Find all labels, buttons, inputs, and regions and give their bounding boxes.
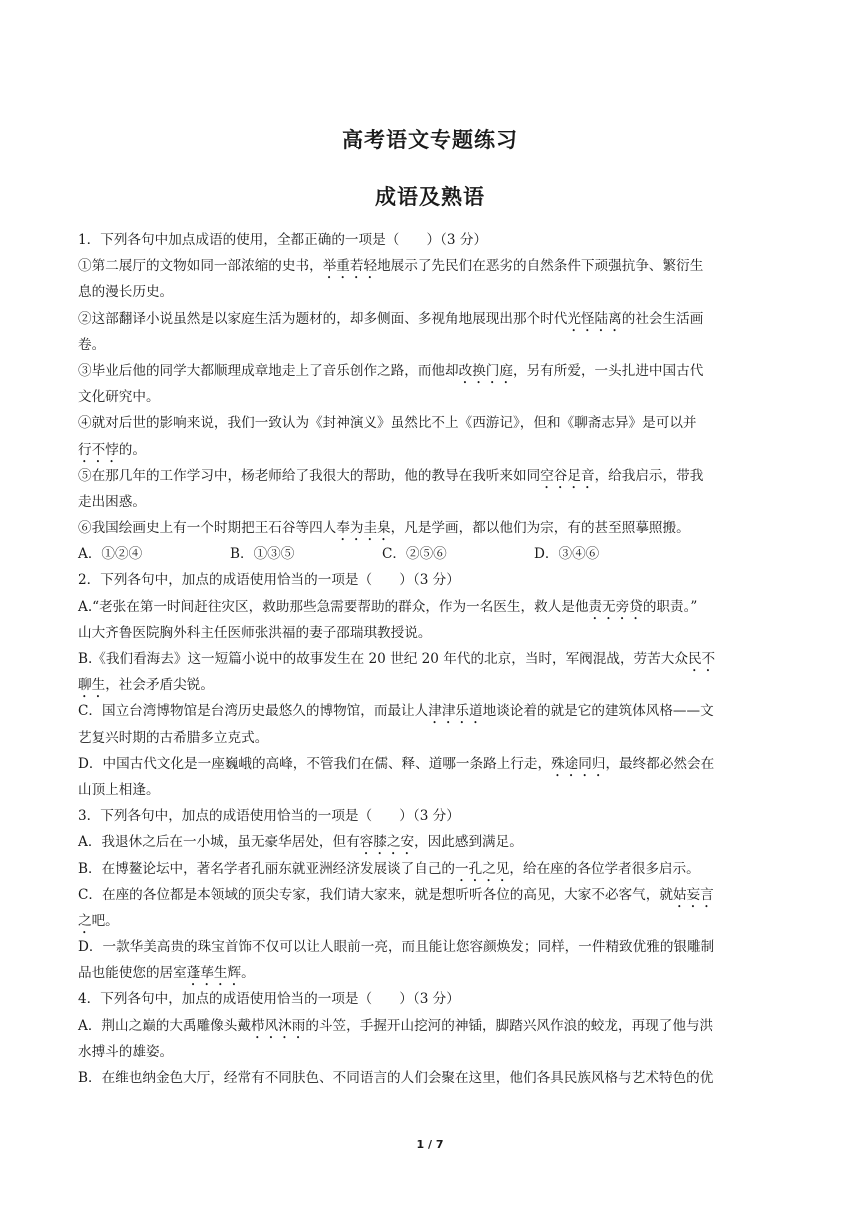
text: ①第二展厅的文物如同一部浓缩的史书， [78,258,323,275]
dotted-idiom: 津津乐道 [428,703,483,720]
text: 品也能使您的居室 [78,965,187,982]
question-3-stem: 3．下列各句中，加点的成语使用恰当的一项是（ ）（3 分） [78,808,460,825]
text: ，另有所爱，一头扎进中国古代 [513,362,704,379]
dotted-idiom: 容膝之安 [359,834,415,851]
option-a: A．①②④ [78,546,143,563]
question-3-option-d: D．一款华美高贵的珠宝首饰不仅可以让人眼前一亮，而且能让您容颜焕发；同样，一件精致优雅的银雕制 [78,939,715,956]
text: ，给我启示，带我 [594,467,704,484]
text: ③毕业后他的同学大都顺理成章地走上了音乐创作之路，而他却 [78,362,459,379]
question-2-option-d [78,751,784,777]
question-1-stem: 1．下列各句中加点成语的使用，全都正确的一项是（ ）（3 分） [78,232,488,248]
question-1-sentence-1-cont: 息的漫长历史。 [78,284,174,301]
text: 的斗笠，手握开山挖河的神锸，脚踏兴风作浪的蛟龙，再现了他与洪 [305,1017,714,1034]
text: 吧。 [91,912,119,929]
dotted-idiom: 空谷足音 [540,467,595,484]
question-4-stem: 4．下列各句中，加点的成语使用恰当的一项是（ ）（3 分） [78,991,460,1008]
option-c: C．②⑤⑥ [382,546,447,563]
text: 的。 [118,441,146,458]
text: ，给在座的各位学者很多启示。 [509,860,700,877]
text: A．我退休之后在一小城，虽无豪华居处，但有 [78,834,360,851]
question-2-option-c [78,698,784,724]
dotted-idiom: 行不悖 [78,441,119,458]
text: C．在座的各位都是本领域的顶尖专家，我们请大家来，就是想听听各位的高见，大家不必客气，就 [78,886,673,903]
question-2-option-c-cont: 艺复兴时期的古希腊多立克式。 [78,729,269,746]
dotted-idiom: 改换门庭 [458,362,513,379]
option-d: D．③④⑥ [534,546,600,563]
text: ，最终都必然会在 [605,755,715,772]
question-1-sentence-5-cont: 走出困惑。 [78,493,146,510]
dotted-idiom: 责无旁贷 [588,598,643,615]
dotted-idiom: 蓬荜生辉 [186,965,242,982]
question-3-option-b [78,856,784,882]
question-2-option-d-cont: 山顶上相逢。 [78,781,160,798]
document-subtitle: 成语及熟语 [375,185,485,209]
dotted-idiom: 之 [78,912,92,929]
text: ，凡是学画，都以他们为宗，有的甚至照摹照搬。 [390,520,690,537]
question-2-option-b [78,646,784,672]
question-2-stem: 2．下列各句中，加点的成语使用恰当的一项是（ ）（3 分） [78,572,460,589]
text: ②这部翻译小说虽然是以家庭生活为题材的，却多侧面、多视角地展现出那个时代 [78,310,568,327]
document-title: 高考语文专题练习 [342,128,518,152]
text: D．中国古代文化是一座巍峨的高峰，不管我们在儒、释、道哪一条路上行走， [78,755,552,772]
text: 地展示了先民们在恶劣的自然条件下顽强抗争、繁衍生 [377,258,704,275]
text: A.“老张在第一时间赶往灾区，救助那些急需要帮助的群众，作为一名医生，救人是他 [78,598,589,615]
question-1-sentence-2 [78,306,784,332]
question-4-option-a [78,1013,784,1039]
dotted-idiom: 聊生 [78,677,106,694]
dotted-idiom: 姑妄言 [672,886,714,903]
text: 的职责。” [642,598,698,615]
question-1-sentence-3 [78,358,784,384]
question-1-sentence-4-cont [78,437,784,463]
text: B．在博鳌论坛中，著名学者孔丽东就亚洲经济发展谈了自己的 [78,860,456,877]
dotted-idiom: 奉为圭臬 [336,520,391,537]
question-1-sentence-1 [78,253,784,279]
dotted-idiom: 栉风沐雨 [250,1017,306,1034]
text: A．荆山之巅的大禹雕像头戴 [78,1017,251,1034]
dotted-idiom: 民不 [687,651,716,667]
question-1-sentence-5 [78,463,784,489]
question-3-option-c [78,882,784,908]
question-1-options [78,541,784,567]
text: 地谈论着的就是它的建筑体风格——文 [482,703,714,720]
question-1-sentence-2-cont: 卷。 [78,336,106,353]
question-1-sentence-3-cont: 文化研究中。 [78,389,160,406]
question-1-sentence-4: ④就对后世的影响来说，我们一致认为《封神演义》虽然比不上《西游记》，但和《聊斋志异》是可以并 [78,415,697,432]
dotted-idiom: 殊途同归 [551,755,606,772]
text: C．国立台湾博物馆是台湾历史最悠久的博物馆，而最让人 [78,703,429,720]
question-4-option-b: B．在维也纳金色大厅，经常有不同肤色、不同语言的人们会聚在这里，他们各具民族风格与艺术特色的优 [78,1070,714,1086]
text: ⑥我国绘画史上有一个时期把王石谷等四人 [78,520,337,537]
text: ，社会矛盾尖锐。 [105,677,214,694]
question-4-option-a-cont: 水搏斗的雄姿。 [78,1043,174,1060]
dotted-idiom: 举重若轻 [322,258,378,275]
dotted-idiom: 光怪陆离 [567,310,622,327]
text: 。 [241,965,255,982]
text: ，因此感到满足。 [414,834,523,851]
option-b: B．①③⑤ [230,546,295,563]
question-2-option-a-cont: 山大齐鲁医院胸外科主任医师张洪福的妻子邵瑞琪教授说。 [78,624,432,641]
question-2-option-b-cont [78,672,784,698]
question-list [78,227,784,1091]
question-2-option-a [78,594,784,620]
text: ⑤在那几年的工作学习中，杨老师给了我很大的帮助，他的教导在我听来如同 [78,467,541,484]
text: 的社会生活画 [621,310,704,327]
question-3-option-d-cont [78,960,784,986]
page-number: 1 / 7 [416,1138,444,1151]
question-3-option-a [78,829,784,855]
text: B.《我们看海去》这一短篇小说中的故事发生在 20 世纪 20 年代的北京，当时，军阀混战，劳苦大众 [78,651,688,667]
question-3-option-c-cont [78,908,784,934]
dotted-idiom: 一孔之见 [455,860,510,877]
question-1-sentence-6 [78,515,784,541]
